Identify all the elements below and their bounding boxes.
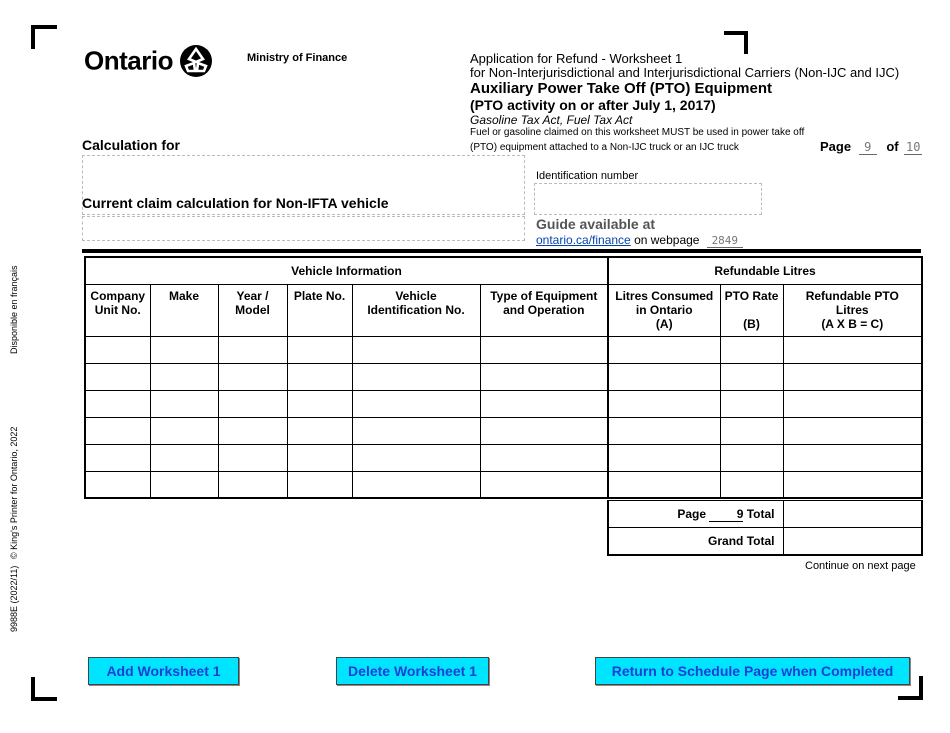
table-cell-input[interactable]: [85, 471, 150, 498]
table-cell-input[interactable]: [720, 363, 783, 390]
table-cell-input[interactable]: [608, 471, 720, 498]
header-line-2: for Non-Interjurisdictional and Interjurisdictional Carriers (Non-IJC and IJC): [470, 65, 900, 80]
table-cell-input[interactable]: [480, 471, 608, 498]
col-make: Make: [150, 284, 218, 336]
table-cell-input[interactable]: [150, 444, 218, 471]
table-cell-input[interactable]: [352, 471, 480, 498]
col-plate-no: Plate No.: [287, 284, 352, 336]
side-form-number: 9988E (2022/11): [9, 565, 19, 632]
identification-label: Identification number: [536, 170, 639, 182]
corner-mark-tr: [744, 31, 748, 54]
table-cell-input[interactable]: [85, 417, 150, 444]
table-cell-input[interactable]: [608, 417, 720, 444]
col-equipment-type: Type of Equipment and Operation: [480, 284, 608, 336]
col-refundable-pto-sub: (A X B = C): [821, 316, 884, 331]
table-cell-input[interactable]: [352, 363, 480, 390]
table-row: [85, 417, 922, 444]
table-cell-input[interactable]: [480, 336, 608, 363]
table-cell-input[interactable]: [150, 390, 218, 417]
calculation-for-label: Calculation for: [82, 137, 181, 153]
page-number-field[interactable]: 9: [859, 140, 877, 155]
col-pto-rate: [720, 284, 783, 336]
table-cell-input[interactable]: [352, 444, 480, 471]
corner-mark-br: [898, 696, 923, 700]
table-cell-input[interactable]: [720, 336, 783, 363]
table-cell-input[interactable]: [287, 444, 352, 471]
table-cell-input[interactable]: [720, 417, 783, 444]
guide-page-number: 2849: [707, 234, 743, 248]
table-cell-input[interactable]: [287, 363, 352, 390]
table-cell-input[interactable]: [783, 471, 922, 498]
page-indicator: [820, 139, 922, 155]
table-cell-input[interactable]: [783, 417, 922, 444]
note-line-1: Fuel or gasoline claimed on this worksheet MUST be used in power take off: [470, 127, 805, 138]
vehicle-info-header: Vehicle Information: [85, 257, 608, 284]
acts: Gasoline Tax Act, Fuel Tax Act: [470, 113, 633, 127]
table-cell-input[interactable]: [218, 390, 287, 417]
table-cell-input[interactable]: [608, 444, 720, 471]
table-cell-input[interactable]: [150, 417, 218, 444]
table-cell-input[interactable]: [85, 390, 150, 417]
table-cell-input[interactable]: [720, 390, 783, 417]
current-claim-field[interactable]: [82, 216, 525, 241]
table-cell-input[interactable]: [150, 471, 218, 498]
continue-note: Continue on next page: [805, 560, 916, 572]
guide-link[interactable]: ontario.ca/finance: [536, 233, 631, 247]
table-cell-input[interactable]: [480, 363, 608, 390]
table-row: [85, 444, 922, 471]
table-cell-input[interactable]: [352, 336, 480, 363]
col-litres-consumed-label: Litres Consumed in Ontario: [615, 288, 714, 317]
page-total-suffix: Total: [746, 506, 775, 521]
page-total-label-cell: [608, 501, 783, 528]
table-cell-input[interactable]: [783, 444, 922, 471]
table-cell-input[interactable]: [287, 471, 352, 498]
col-refundable-pto-label: Refundable PTO Litres: [805, 288, 899, 317]
trillium-icon: [179, 44, 213, 78]
table-cell-input[interactable]: [720, 444, 783, 471]
form-title: Auxiliary Power Take Off (PTO) Equipment: [470, 80, 772, 97]
col-vin: Vehicle Identification No.: [352, 284, 480, 336]
grand-total-input[interactable]: [783, 528, 922, 555]
corner-mark-tl: [31, 25, 57, 29]
table-row: [85, 471, 922, 498]
table-cell-input[interactable]: [783, 390, 922, 417]
col-pto-rate-sub: (B): [743, 316, 760, 331]
page-total-label: Page: [677, 506, 707, 521]
table-cell-input[interactable]: [85, 363, 150, 390]
form-subtitle: (PTO activity on or after July 1, 2017): [470, 97, 716, 113]
page-label: Page: [820, 139, 852, 154]
guide-line: [536, 233, 743, 248]
table-cell-input[interactable]: [150, 336, 218, 363]
ontario-logo: [84, 44, 213, 80]
grand-total-label: Grand Total: [608, 528, 783, 555]
col-pto-rate-label: PTO Rate: [724, 288, 779, 303]
col-company-unit: Company Unit No.: [85, 284, 150, 336]
col-refundable-pto: [783, 284, 922, 336]
page-total-field[interactable]: 10: [906, 140, 921, 154]
guide-label: Guide available at: [536, 216, 656, 232]
table-cell-input[interactable]: [287, 417, 352, 444]
table-cell-input[interactable]: [480, 444, 608, 471]
page-total-page-number: 9: [709, 507, 743, 522]
table-cell-input[interactable]: [85, 336, 150, 363]
table-cell-input[interactable]: [783, 363, 922, 390]
add-worksheet-button[interactable]: Add Worksheet 1: [88, 657, 239, 685]
table-cell-input[interactable]: [287, 390, 352, 417]
refundable-litres-header: Refundable Litres: [608, 257, 922, 284]
table-cell-input[interactable]: [352, 417, 480, 444]
section-divider: [82, 249, 921, 253]
identification-input[interactable]: [534, 183, 762, 215]
col-litres-consumed-sub: (A): [655, 316, 673, 331]
table-cell-input[interactable]: [85, 444, 150, 471]
table-cell-input[interactable]: [218, 444, 287, 471]
table-cell-input[interactable]: [287, 336, 352, 363]
pto-table: [84, 256, 923, 499]
header-line-1: Application for Refund - Worksheet 1: [470, 51, 683, 66]
table-cell-input[interactable]: [608, 336, 720, 363]
ministry-name: Ministry of Finance: [247, 52, 348, 64]
of-label: of: [886, 139, 899, 154]
logo-wordmark: Ontario: [84, 45, 173, 76]
table-row: [85, 390, 922, 417]
table-row: [85, 336, 922, 363]
col-year-model: Year / Model: [218, 284, 287, 336]
return-to-schedule-button[interactable]: Return to Schedule Page when Completed: [595, 657, 910, 685]
delete-worksheet-button[interactable]: Delete Worksheet 1: [336, 657, 489, 685]
side-available-french: Disponible en français: [9, 265, 19, 354]
table-cell-input[interactable]: [218, 471, 287, 498]
corner-mark-bl: [31, 697, 57, 701]
col-litres-consumed: [608, 284, 720, 336]
guide-on-label: on webpage: [634, 233, 700, 247]
table-row: [85, 363, 922, 390]
table-cell-input[interactable]: [218, 363, 287, 390]
table-cell-input[interactable]: [352, 390, 480, 417]
table-cell-input[interactable]: [783, 336, 922, 363]
table-cell-input[interactable]: [608, 390, 720, 417]
table-cell-input[interactable]: [150, 363, 218, 390]
table-cell-input[interactable]: [608, 363, 720, 390]
table-cell-input[interactable]: [218, 417, 287, 444]
table-cell-input[interactable]: [480, 417, 608, 444]
totals-table: [607, 500, 923, 556]
current-claim-label: Current claim calculation for Non-IFTA vehicle: [82, 195, 389, 211]
table-cell-input[interactable]: [480, 390, 608, 417]
table-cell-input[interactable]: [720, 471, 783, 498]
note-line-2: (PTO) equipment attached to a Non-IJC truck or an IJC truck: [470, 142, 739, 153]
table-cell-input[interactable]: [218, 336, 287, 363]
side-copyright: © King's Printer for Ontario, 2022: [9, 426, 19, 559]
page-total-input[interactable]: [783, 501, 922, 528]
